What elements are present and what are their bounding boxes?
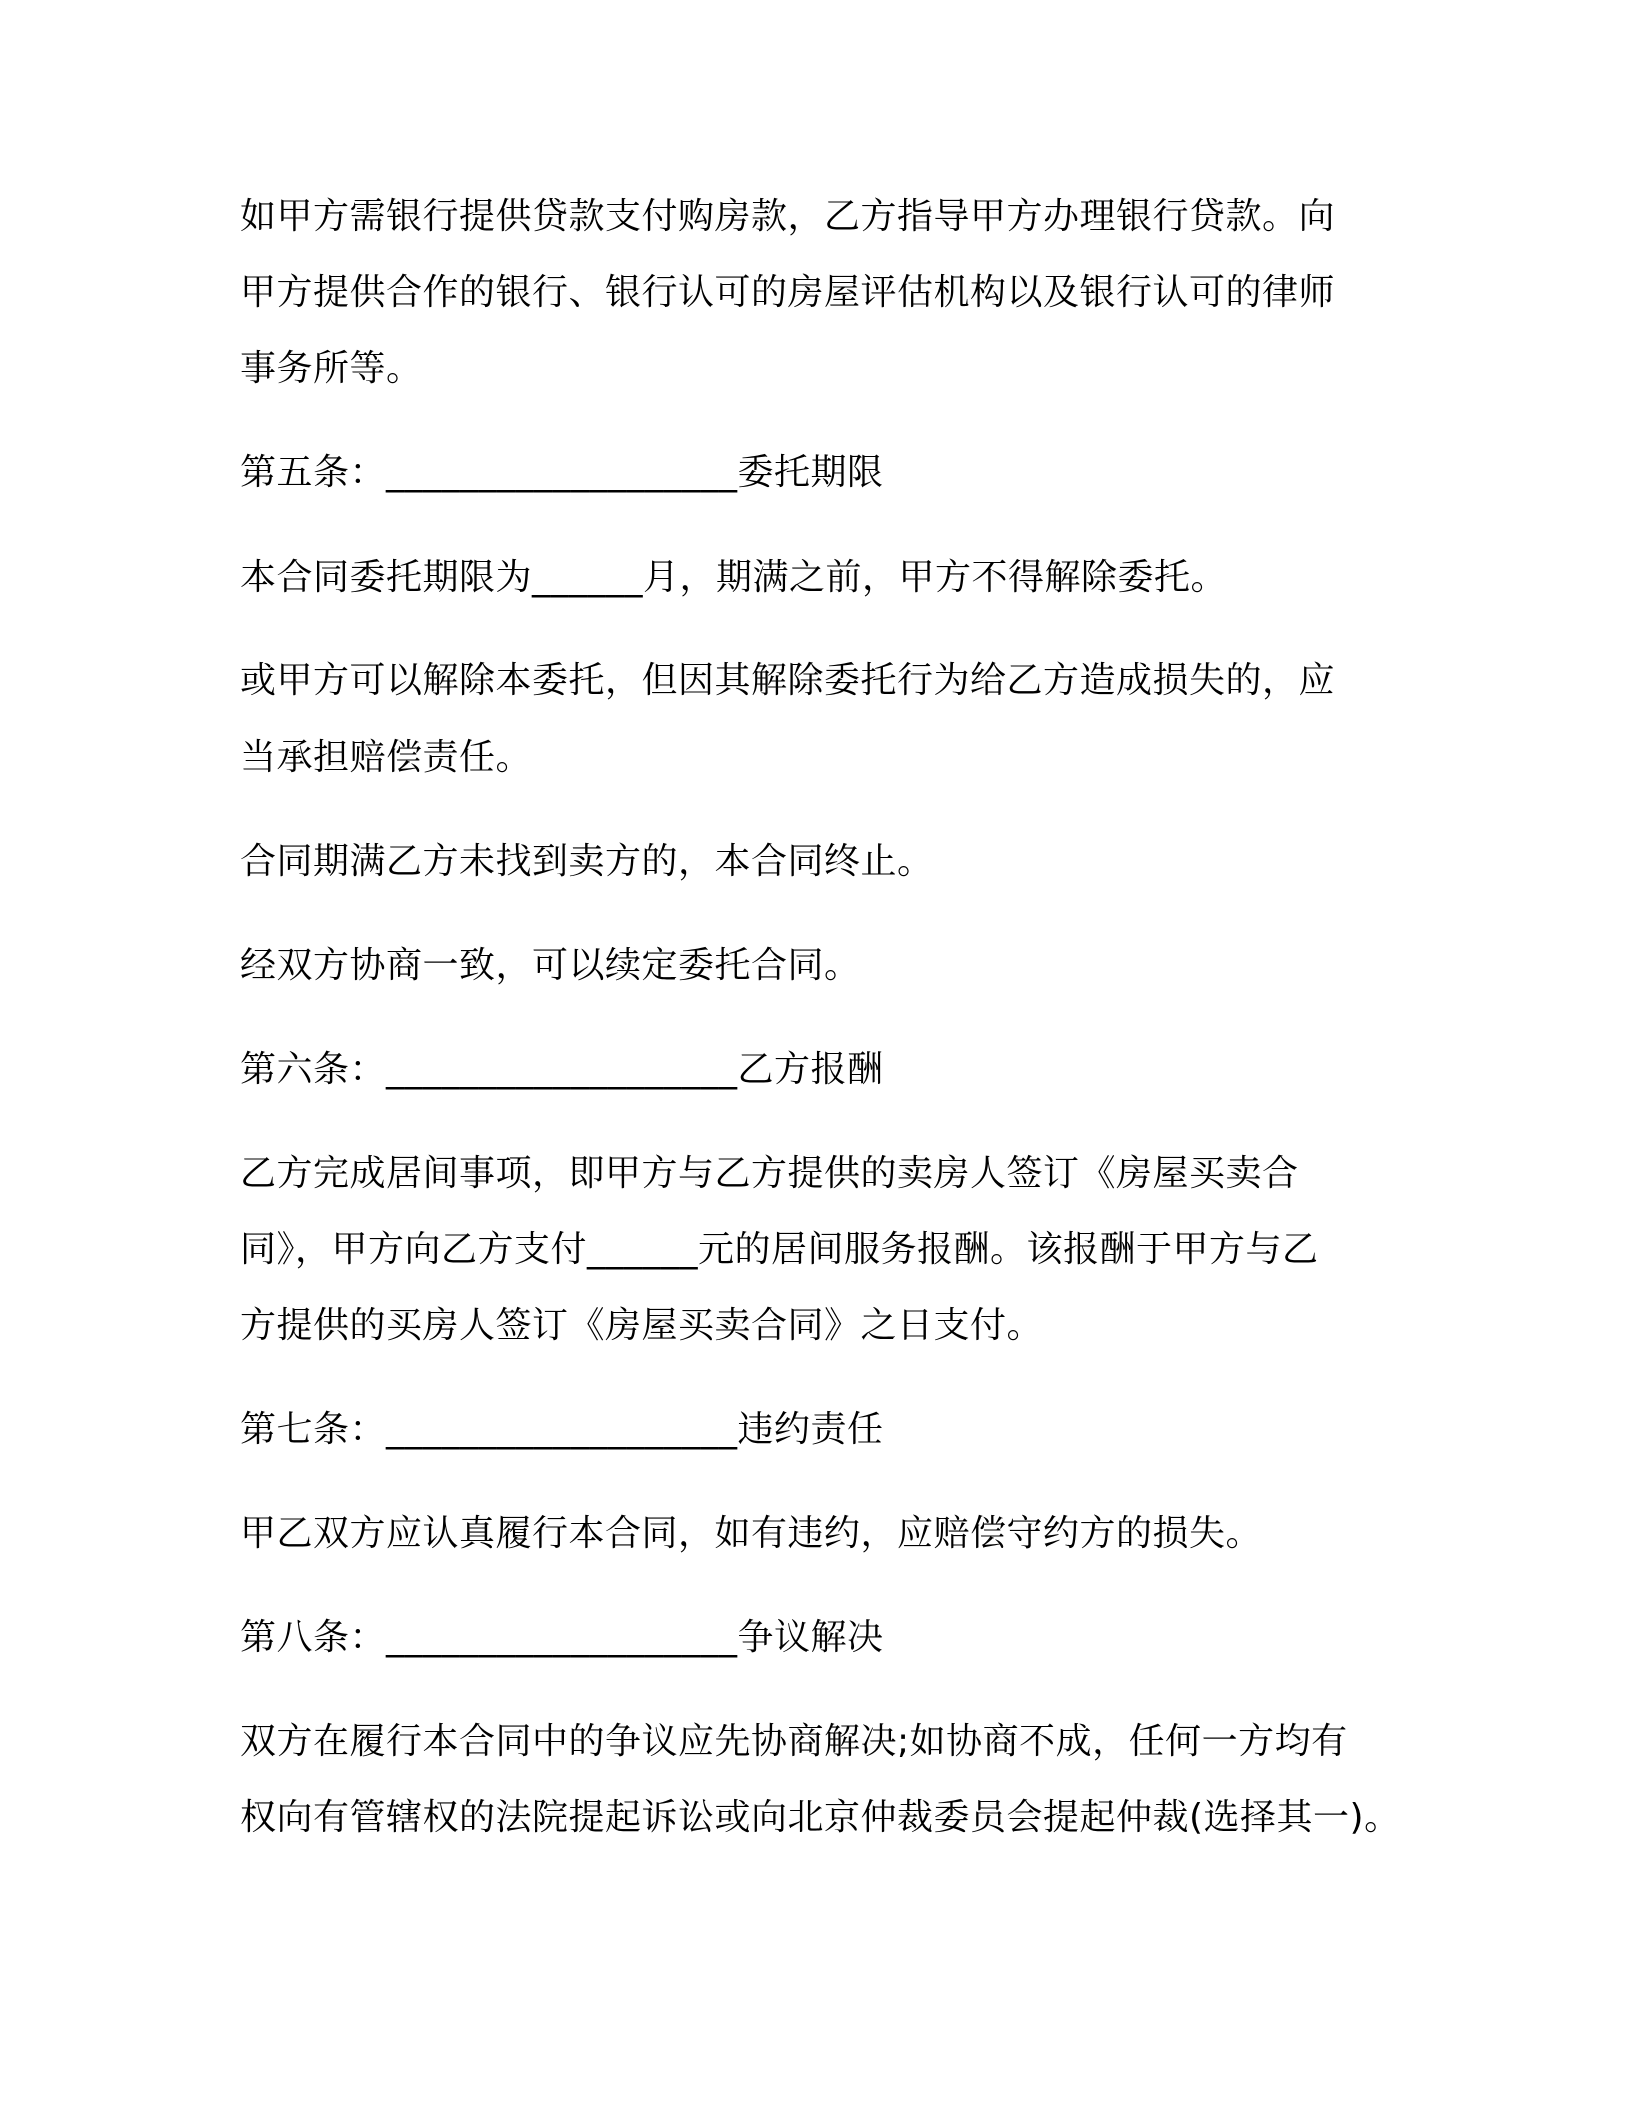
body-text-line: 如甲方需银行提供贷款支付购房款，乙方指导甲方办理银行贷款。向 — [240, 196, 1336, 237]
body-text-line: 双方在履行本合同中的争议应先协商解决;如协商不成，任何一方均有 — [240, 1721, 1348, 1762]
article-heading: 第八条：___________________争议解决 — [240, 1617, 884, 1658]
body-text-line: 经双方协商一致，可以续定委托合同。 — [240, 945, 861, 986]
body-text-line: 乙方完成居间事项，即甲方与乙方提供的卖房人签订《房屋买卖合 — [240, 1153, 1299, 1194]
body-text-line: 甲乙双方应认真履行本合同，如有违约，应赔偿守约方的损失。 — [240, 1513, 1263, 1554]
body-text-line: 或甲方可以解除本委托，但因其解除委托行为给乙方造成损失的，应 — [240, 660, 1336, 701]
body-text-line: 甲方提供合作的银行、银行认可的房屋评估机构以及银行认可的律师 — [240, 272, 1336, 313]
article-heading: 第七条：___________________违约责任 — [240, 1409, 884, 1450]
article-heading: 第五条：___________________委托期限 — [240, 452, 884, 493]
body-text-line: 权向有管辖权的法院提起诉讼或向北京仲裁委员会提起仲裁(选择其一)。 — [240, 1797, 1401, 1838]
body-text-line: 方提供的买房人签订《房屋买卖合同》之日支付。 — [240, 1305, 1044, 1346]
body-text-line: 事务所等。 — [240, 348, 423, 389]
body-text-line: 当承担赔偿责任。 — [240, 737, 533, 778]
body-text-line: 合同期满乙方未找到卖方的，本合同终止。 — [240, 841, 934, 882]
body-text-line: 同》，甲方向乙方支付______元的居间服务报酬。该报酬于甲方与乙 — [240, 1229, 1319, 1270]
article-heading: 第六条：___________________乙方报酬 — [240, 1049, 884, 1090]
body-text-line: 本合同委托期限为______月，期满之前，甲方不得解除委托。 — [240, 557, 1228, 598]
